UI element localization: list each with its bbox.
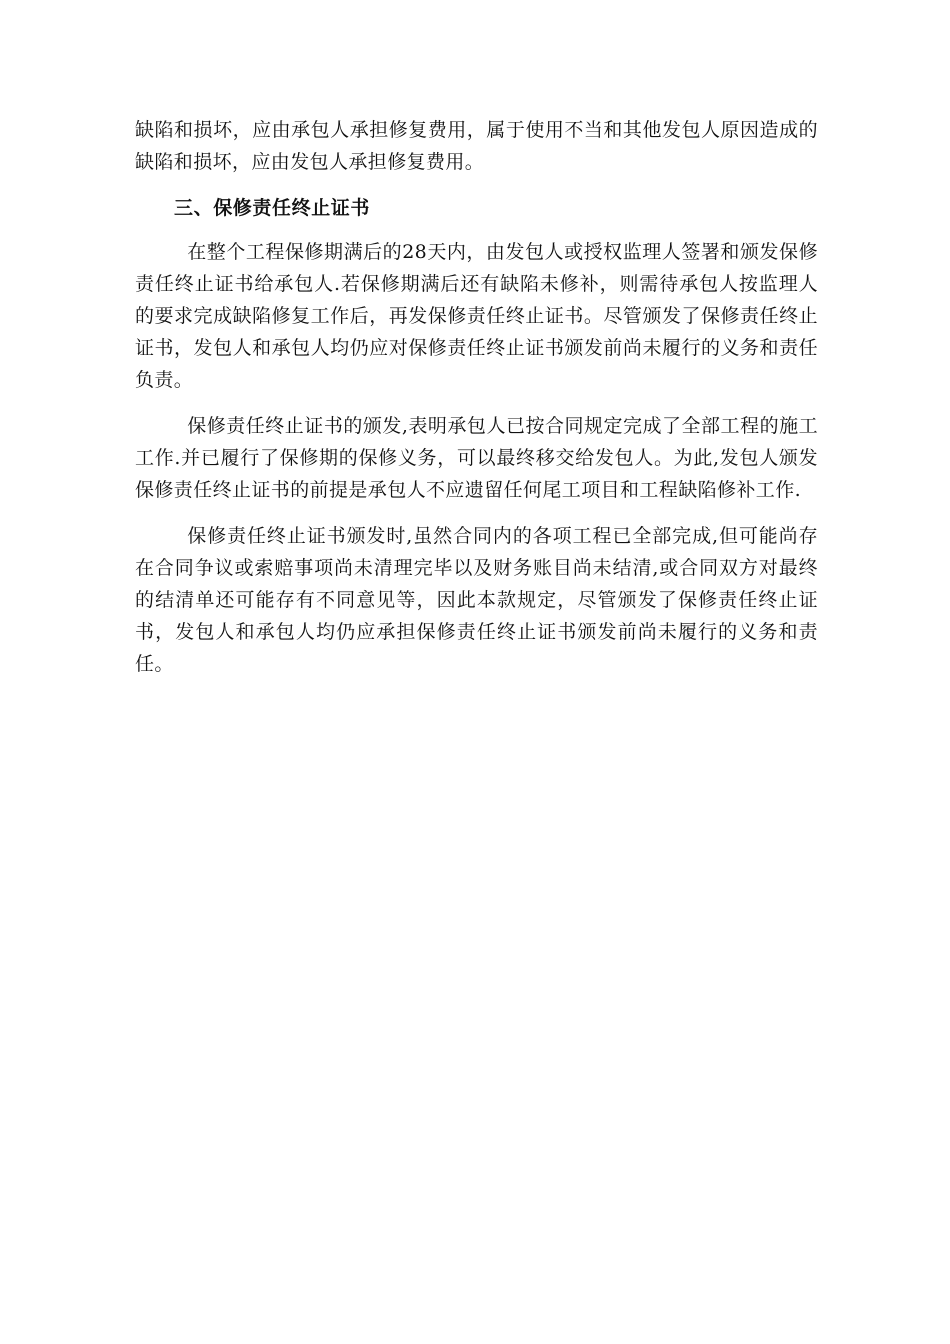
paragraph-continued: 缺陷和损坏，应由承包人承担修复费用，属于使用不当和其他发包人原因造成的缺陷和损坏，应由发包人承担修复费用。 xyxy=(135,119,818,173)
paragraph-remaining-obligations: 保修责任终止证书颁发时,虽然合同内的各项工程已全部完成,但可能尚存在合同争议或索赔事项尚未清理完毕以及财务账目尚未结清,或合同双方对最终的结清单还可能存有不同意见等，因此本款规定，尽管颁发了保修责任终止证书，发包人和承包人均仍应承担保修责任终止证书颁发前尚未履行的义务和责任。 xyxy=(135,525,818,675)
paragraph-certificate-meaning: 保修责任终止证书的颁发,表明承包人已按合同规定完成了全部工程的施工工作.并已履行了保修期的保修义务，可以最终移交给发包人。为此,发包人颁发保修责任终止证书的前提是承包人不应遗留任何尾工项目和工程缺陷修补工作. xyxy=(135,415,818,501)
document-body xyxy=(135,114,818,694)
section-heading: 三、保修责任终止证书 xyxy=(174,197,371,219)
paragraph-certificate-issuance: 在整个工程保修期满后的28天内，由发包人或授权监理人签署和颁发保修责任终止证书给承包人.若保修期满后还有缺陷未修补，则需待承包人按监理人的要求完成缺陷修复工作后，再发保修责任终止证书。尽管颁发了保修责任终止证书，发包人和承包人均仍应对保修责任终止证书颁发前尚未履行的义务和责任负责。 xyxy=(135,241,818,391)
